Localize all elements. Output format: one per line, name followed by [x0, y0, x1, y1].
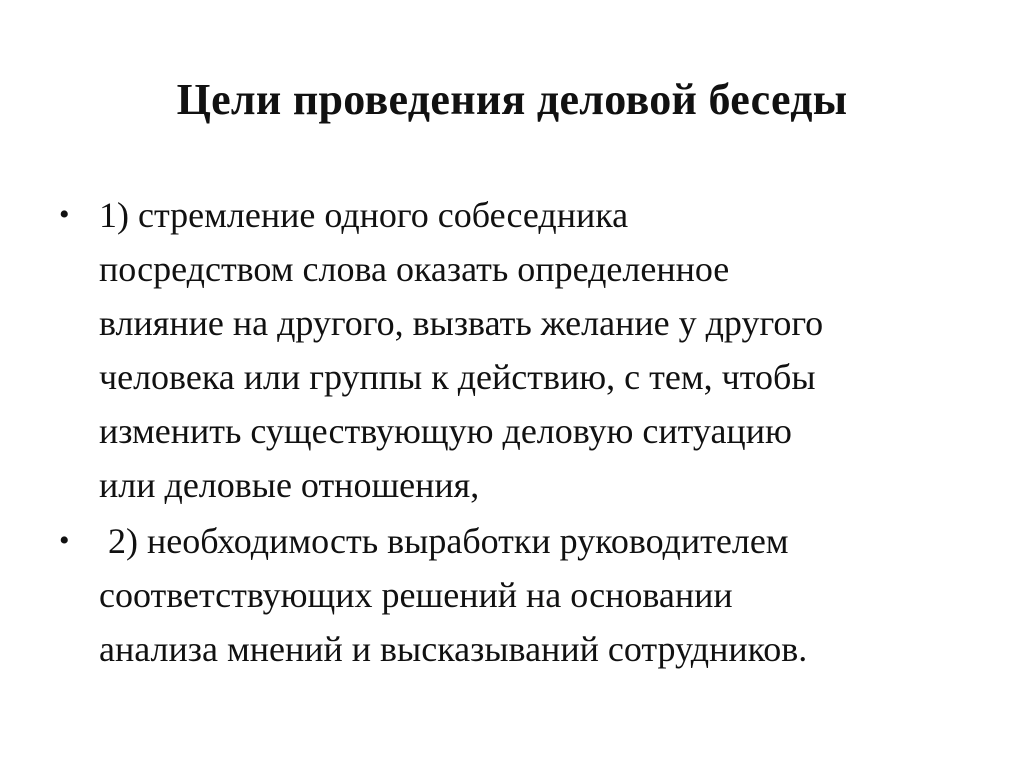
bullet-item-1 [0, 188, 1024, 512]
bullet-text-line: анализа мнений и высказываний сотрудников. [99, 629, 808, 669]
bullet-text-line: изменить существующую деловую ситуацию [99, 411, 792, 451]
bullet-text-line: человека или группы к действию, с тем, чтобы [99, 357, 816, 397]
bullet-list [0, 188, 1024, 678]
bullet-text-line: соответствующих решений на основании [99, 575, 733, 615]
bullet-text-line: посредством слова оказать определенное [99, 249, 730, 289]
bullet-text-line: 2) необходимость выработки руководителем [99, 521, 789, 561]
bullet-text-line: влияние на другого, вызвать желание у другого [99, 303, 824, 343]
bullet-text-line: или деловые отношения, [99, 465, 480, 505]
bullet-text-line: 1) стремление одного собеседника [99, 195, 629, 235]
bullet-icon: • [59, 524, 70, 557]
bullet-icon: • [59, 198, 70, 231]
bullet-item-2 [0, 514, 1024, 676]
slide-title: Цели проведения деловой беседы [176, 75, 848, 124]
